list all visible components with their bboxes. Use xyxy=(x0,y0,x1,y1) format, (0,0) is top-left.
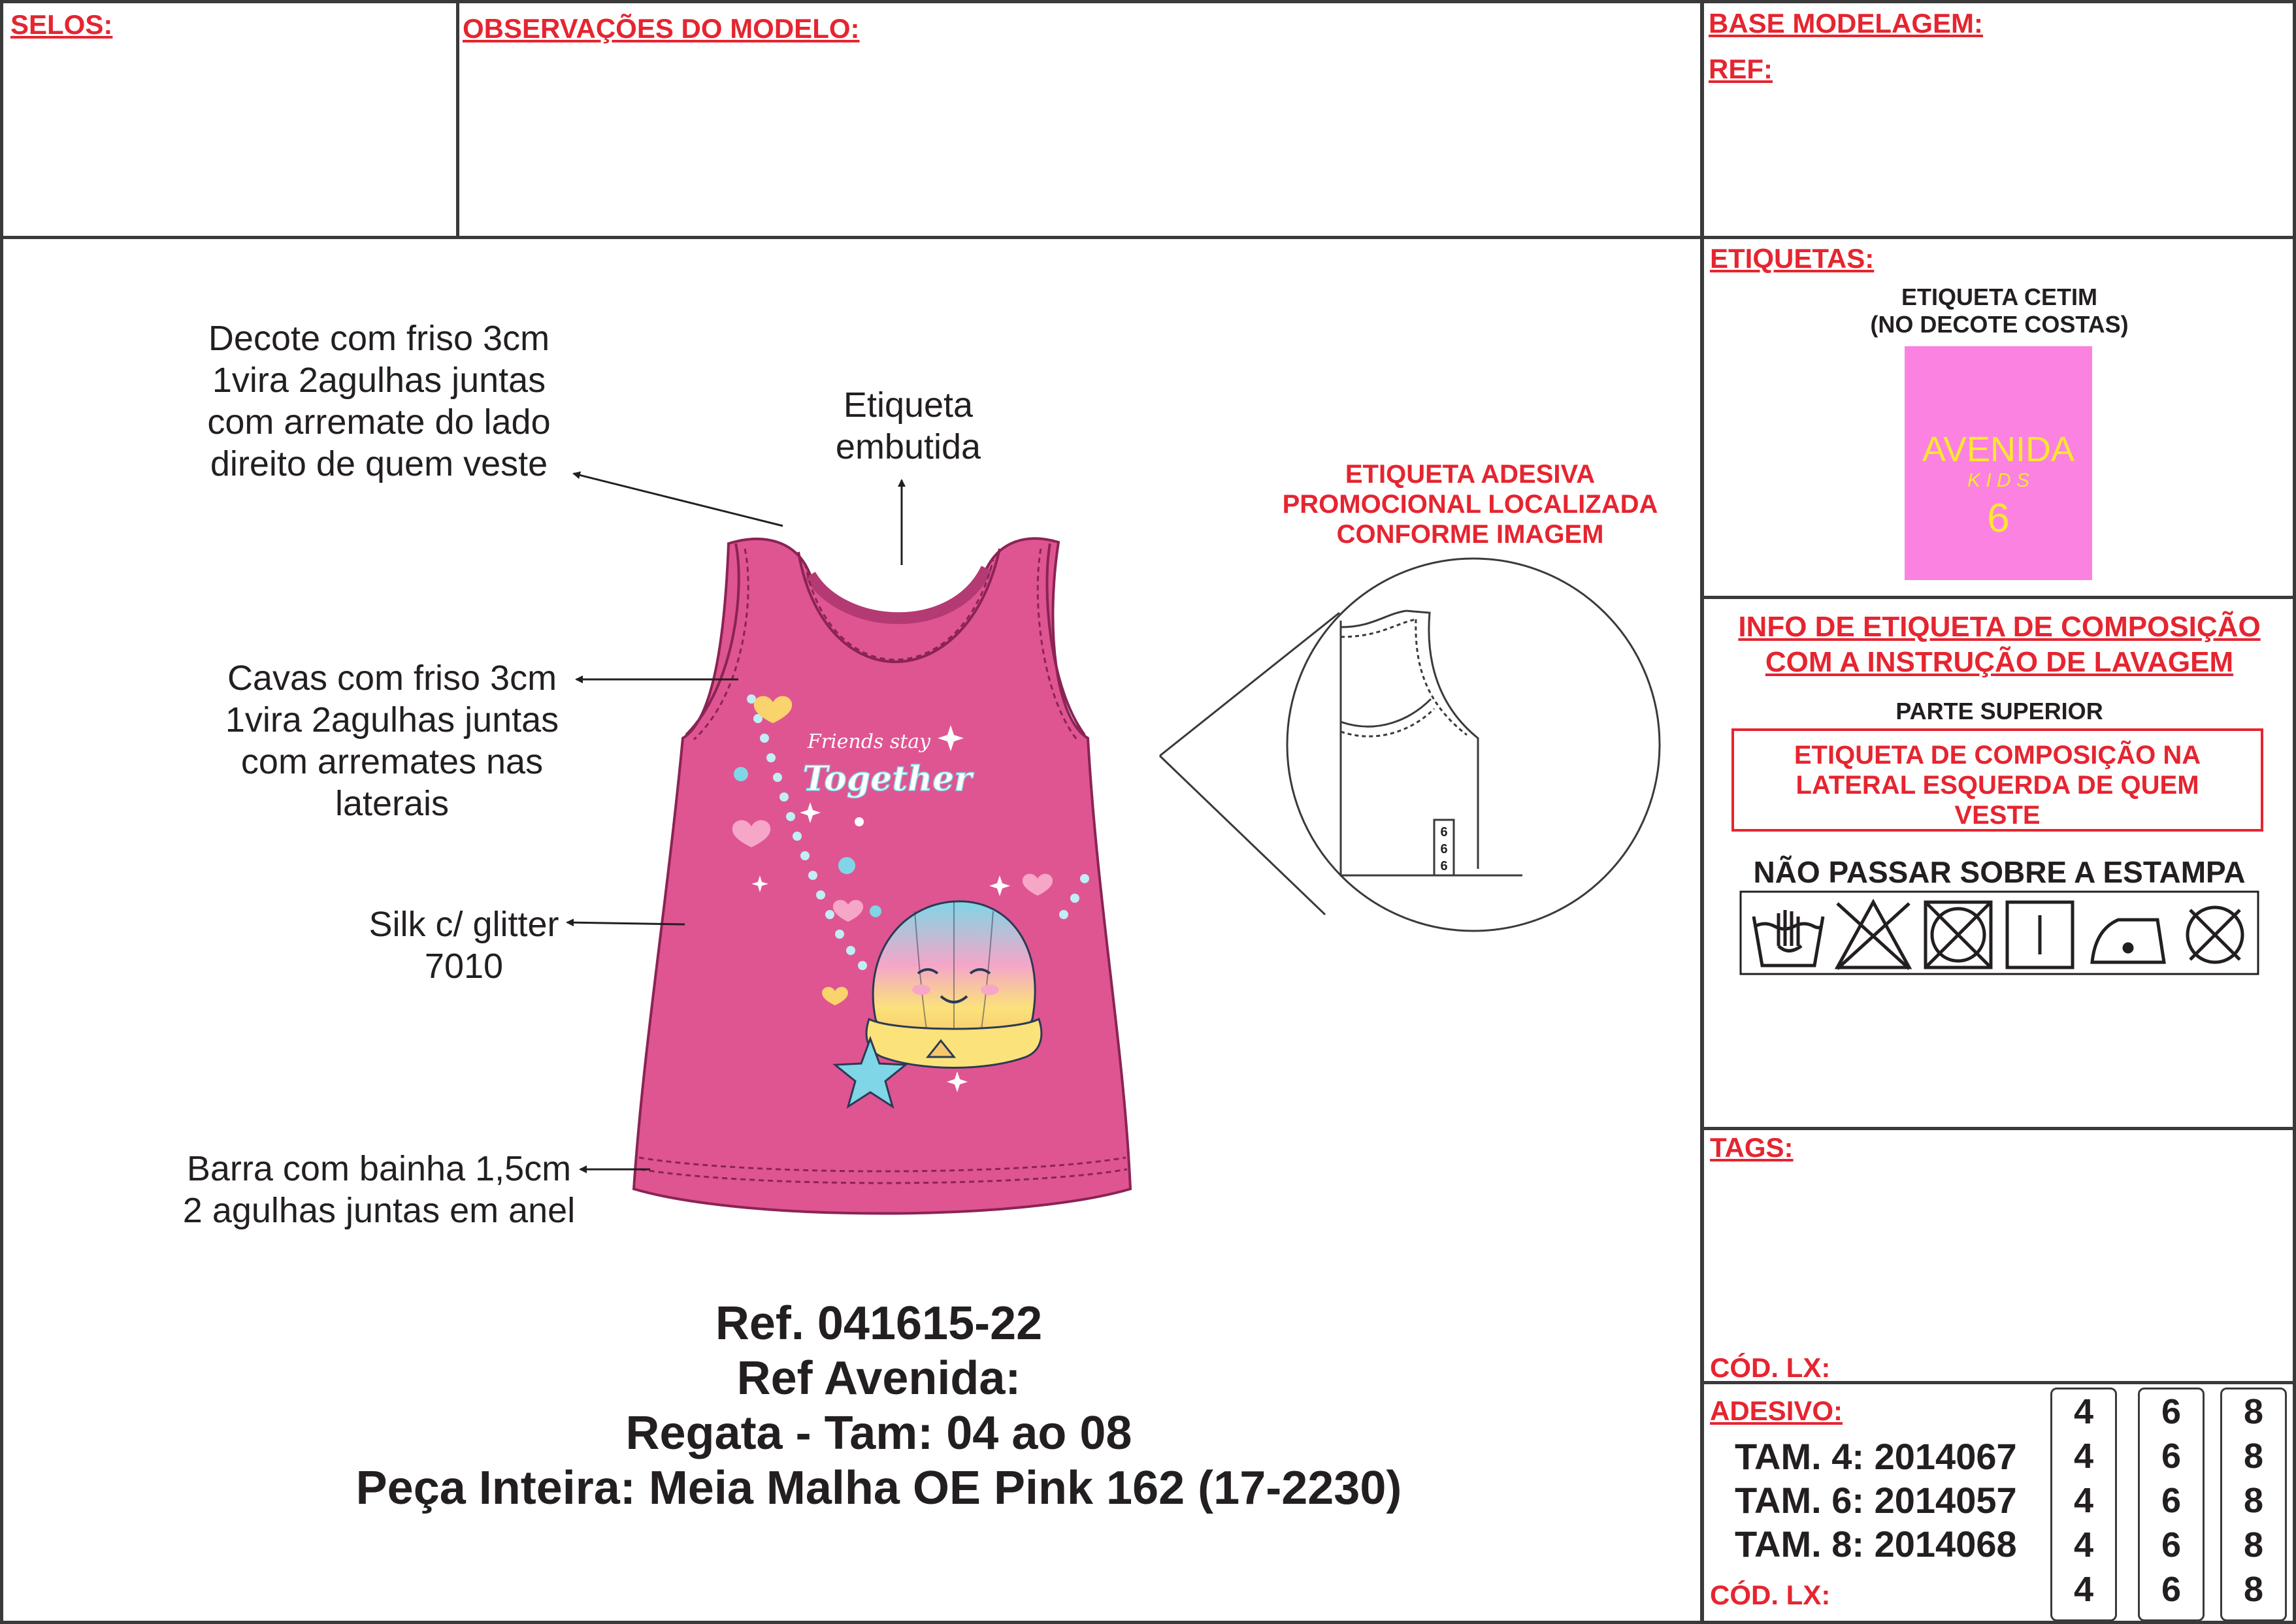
decote-line-3: com arremate do lado xyxy=(207,402,551,442)
observacoes-label: OBSERVAÇÕES DO MODELO: xyxy=(463,13,860,44)
satin-label-brand: AVENIDA xyxy=(1922,430,2075,469)
size-cell: 4 xyxy=(2073,1392,2094,1431)
size-sticker-6 xyxy=(2138,1388,2205,1621)
cod-lx-label-1: CÓD. LX: xyxy=(1710,1352,1831,1383)
tags-divider xyxy=(1702,1127,2296,1130)
etiqueta-embutida-line-1: Etiqueta xyxy=(843,385,974,425)
etiqueta-type xyxy=(1816,284,2182,338)
size-cell: 8 xyxy=(2243,1525,2264,1565)
size-cell: 6 xyxy=(2161,1570,2182,1609)
detail-zoom xyxy=(1160,559,1660,931)
composicao-title-line-2: COM A INSTRUÇÃO DE LAVAGEM xyxy=(1765,646,2234,678)
size-cell: 4 xyxy=(2073,1570,2094,1609)
base-modelagem-label: BASE MODELAGEM: xyxy=(1709,8,1983,39)
etiqueta-type-line-1: ETIQUETA CETIM xyxy=(1901,284,2097,310)
size-cell: 8 xyxy=(2243,1481,2264,1520)
parte-superior: PARTE SUPERIOR xyxy=(1895,698,2103,724)
composicao-title xyxy=(1705,609,2293,680)
size-sticker-8 xyxy=(2220,1388,2287,1621)
decote-line-1: Decote com friso 3cm xyxy=(208,319,550,358)
adesivo-rows xyxy=(1735,1435,2017,1566)
size-cell: 8 xyxy=(2243,1437,2264,1476)
adesivo-row-tam-4: TAM. 4: 2014067 xyxy=(1735,1436,2017,1477)
composicao-box xyxy=(1731,728,2263,832)
cavas-line-1: Cavas com friso 3cm xyxy=(227,658,557,698)
decote-line-4: direito de quem veste xyxy=(210,444,548,483)
barra-line-2: 2 agulhas juntas em anel xyxy=(182,1191,576,1230)
detail-tag-size-2: 6 xyxy=(1440,842,1448,856)
composicao-box-line-3: VESTE xyxy=(1954,801,2041,830)
etiquetas-divider xyxy=(1702,596,2296,599)
decote-line-2: 1vira 2agulhas juntas xyxy=(212,361,546,400)
adesivo-row-tam-8: TAM. 8: 2014068 xyxy=(1735,1523,2017,1565)
composicao-title-line-1: INFO DE ETIQUETA DE COMPOSIÇÃO xyxy=(1738,611,2261,643)
warning-text: NÃO PASSAR SOBRE A ESTAMPA xyxy=(1753,855,2246,889)
ref-line-3: Regata - Tam: 04 ao 08 xyxy=(625,1407,1132,1459)
adesivo-row-tam-6: TAM. 6: 2014057 xyxy=(1735,1480,2017,1521)
adesiva-line-3: CONFORME IMAGEM xyxy=(1336,520,1604,549)
barra-line-1: Barra com bainha 1,5cm xyxy=(186,1149,572,1188)
size-cell: 6 xyxy=(2161,1481,2182,1520)
etiquetas-label: ETIQUETAS: xyxy=(1710,243,1875,274)
ref-line-1: Ref. 041615-22 xyxy=(715,1297,1043,1350)
detail-tag-size-3: 6 xyxy=(1440,859,1448,873)
decote-arrow xyxy=(574,474,783,526)
reference-block xyxy=(196,1296,1562,1516)
adesivo-label: ADESIVO: xyxy=(1710,1395,1843,1426)
silk-line-1: Silk c/ glitter xyxy=(369,905,559,944)
composicao-box-line-2: LATERAL ESQUERDA DE QUEM xyxy=(1796,771,2199,800)
ref-line-2: Ref Avenida: xyxy=(736,1352,1021,1405)
tags-label: TAGS: xyxy=(1710,1132,1794,1163)
cavas-line-3: com arremates nas xyxy=(240,742,544,781)
size-cell: 6 xyxy=(2161,1392,2182,1431)
size-cell: 8 xyxy=(2243,1570,2264,1609)
satin-label-sub: K I D S xyxy=(1967,470,2030,491)
size-cell: 4 xyxy=(2073,1437,2094,1476)
print-line-1: Friends stay xyxy=(807,730,931,753)
ref-line-4: Peça Inteira: Meia Malha OE Pink 162 (17-2230) xyxy=(355,1462,1402,1514)
border-bottom xyxy=(0,1621,2296,1624)
size-cell: 6 xyxy=(2161,1437,2182,1476)
size-cell: 6 xyxy=(2161,1525,2182,1565)
cod-lx-label-2: CÓD. LX: xyxy=(1710,1580,1831,1610)
print-line-2: Together xyxy=(802,759,972,799)
satin-label-size: 6 xyxy=(1987,496,2010,541)
tank-top-body xyxy=(634,538,1130,1213)
size-sticker-4 xyxy=(2050,1388,2117,1621)
satin-label xyxy=(1905,346,2092,580)
adesiva-line-1: ETIQUETA ADESIVA xyxy=(1345,460,1596,489)
etiqueta-embutida-line-2: embutida xyxy=(835,427,981,466)
adesiva-line-2: PROMOCIONAL LOCALIZADA xyxy=(1282,490,1658,519)
size-cell: 4 xyxy=(2073,1481,2094,1520)
detail-tag-size-1: 6 xyxy=(1440,825,1448,839)
size-cell: 4 xyxy=(2073,1525,2094,1565)
etiqueta-type-line-2: (NO DECOTE COSTAS) xyxy=(1870,311,2129,338)
composicao-box-line-1: ETIQUETA DE COMPOSIÇÃO NA xyxy=(1794,741,2201,770)
silk-line-2: 7010 xyxy=(424,947,504,986)
size-cell: 8 xyxy=(2243,1392,2264,1431)
care-symbols xyxy=(1739,890,2259,975)
selos-label: SELOS: xyxy=(10,9,113,40)
cavas-line-2: 1vira 2agulhas juntas xyxy=(225,700,559,739)
ref-label: REF: xyxy=(1709,54,1773,84)
cavas-line-4: laterais xyxy=(335,784,450,823)
